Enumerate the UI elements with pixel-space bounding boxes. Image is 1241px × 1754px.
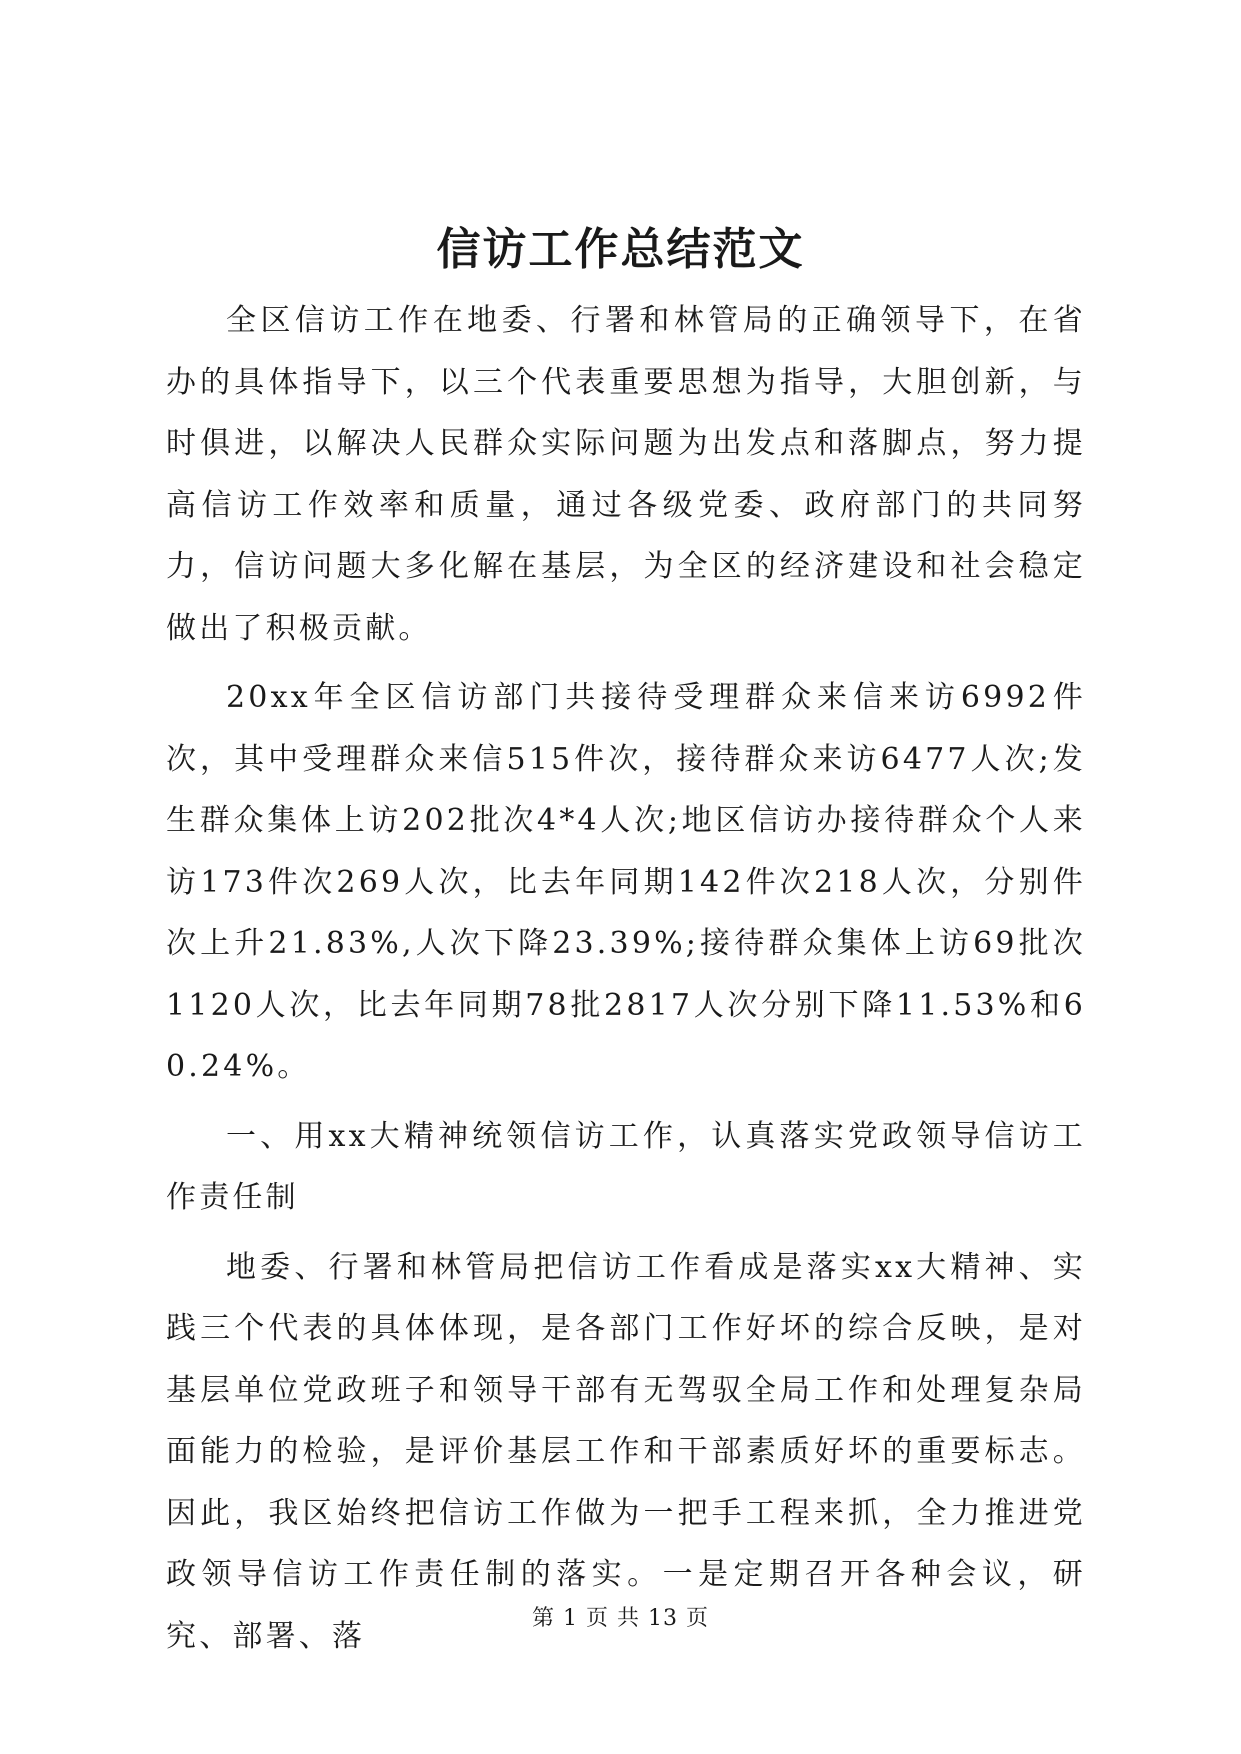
paragraph-statistics: 20xx年全区信访部门共接待受理群众来信来访6992件次，其中受理群众来信515件次，接待群众来访6477人次;发生群众集体上访202批次4*4人次;地区信访办接待群众个人来访173件次269人次，比去年同期142件次218人次，分别件次上升21.83%,人次下降23.39%;接待群众集体上访69批次1120人次，比去年同期78批2817人次分别下降11.53%和60.24%。	[166, 680, 1086, 1084]
section-heading-1: 一、用xx大精神统领信访工作，认真落实党政领导信访工作责任制	[166, 1118, 1086, 1215]
paragraph-section-1: 地委、行署和林管局把信访工作看成是落实xx大精神、实践三个代表的具体体现，是各部门工作好坏的综合反映，是对基层单位党政班子和领导干部有无驾驭全局工作和处理复杂局面能力的检验，是评价基层工作和干部素质好坏的重要标志。因此，我区始终把信访工作做为一把手工程来抓，全力推进党政领导信访工作责任制的落实。一是定期召开各种会议，研究、部署、落	[166, 1249, 1086, 1654]
paragraph-intro: 全区信访工作在地委、行署和林管局的正确领导下，在省办的具体指导下，以三个代表重要思想为指导，大胆创新，与时俱进，以解决人民群众实际问题为出发点和落脚点，努力提高信访工作效率和质量，通过各级党委、政府部门的共同努力，信访问题大多化解在基层，为全区的经济建设和社会稳定做出了积极贡献。	[166, 303, 1086, 646]
document-body	[166, 290, 1086, 1667]
page-number-footer: 第 1 页 共 13 页	[532, 1606, 709, 1631]
document-title: 信访工作总结范文	[436, 224, 805, 275]
